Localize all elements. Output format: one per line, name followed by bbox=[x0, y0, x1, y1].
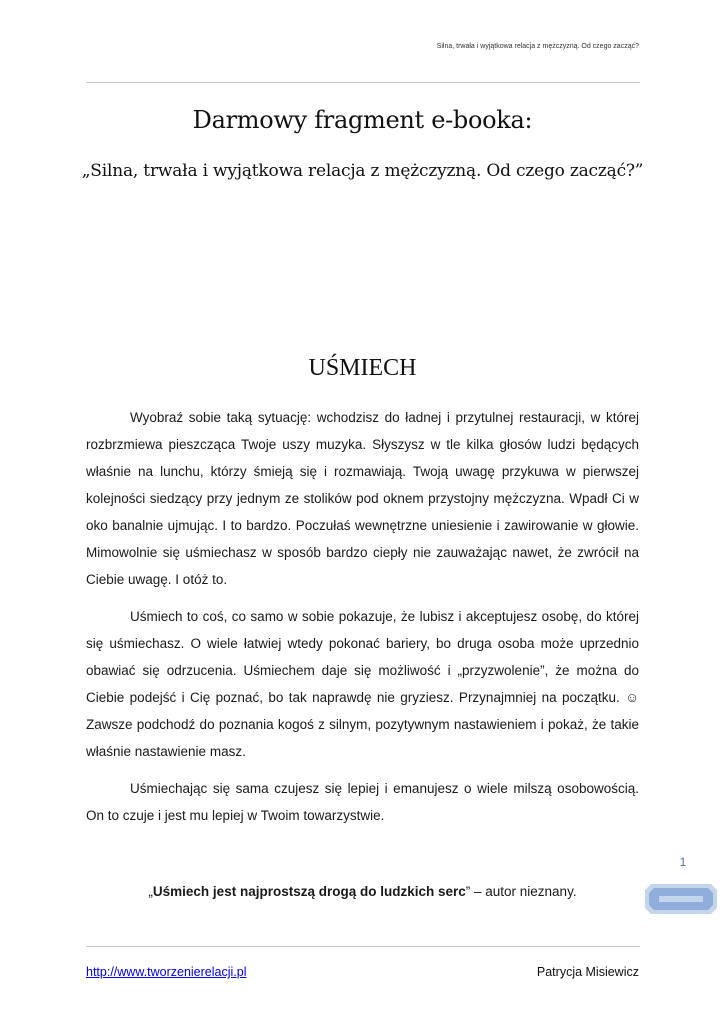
footer-author: Patrycja Misiewicz bbox=[536, 965, 639, 979]
quote-open-mark: „ bbox=[148, 884, 153, 899]
paragraph-2: Uśmiech to coś, co samo w sobie pokazuje, że lubisz i akceptujesz osobę, do której się uśmiechasz. O wiele łatwiej wtedy pokonać bariery, bo druga osoba może uprzednio obawiać się odrzucenia. Uśmiechem daje się możliwość i „przyzwolenie”, że można do Ciebie podejść i Cię poznać, bo tak naprawdę nie gryziesz. Przynajmniej na początku. ☺ Zawsze podchodź do poznania kogoś z silnym, pozytywnym nastawieniem i pokaż, że takie właśnie nastawienie masz. bbox=[86, 609, 639, 759]
header-divider bbox=[86, 82, 640, 83]
document-subtitle: „Silna, trwała i wyjątkowa relacja z mężczyzną. Od czego zacząć?” bbox=[81, 161, 644, 181]
quote-text: Uśmiech jest najprostszą drogą do ludzkich serc bbox=[152, 884, 466, 899]
running-header-title: Silna, trwała i wyjątkowa relacja z mężczyzną. Od czego zacząć? bbox=[436, 43, 639, 50]
page-number: 1 bbox=[679, 855, 687, 869]
quote-attribution: ” – autor nieznany. bbox=[465, 884, 577, 899]
section-heading: UŚMIECH bbox=[308, 355, 417, 381]
footer-divider bbox=[86, 946, 640, 947]
closing-quote bbox=[0, 884, 725, 899]
document-title: Darmowy fragment e-booka: bbox=[192, 106, 533, 134]
section-body bbox=[86, 404, 639, 839]
website-link[interactable]: http://www.tworzenierelacji.pl bbox=[86, 965, 247, 979]
paragraph-3: Uśmiechając się sama czujesz się lepiej i emanujesz o wiele milszą osobowością. On to czuje i jest mu lepiej w Twoim towarzystwie. bbox=[86, 781, 639, 823]
paragraph-1: Wyobraź sobie taką sytuację: wchodzisz do ładnej i przytulnej restauracji, w której rozbrzmiewa pieszcząca Twoje uszy muzyka. Słyszysz w tle kilka głosów ludzi będących właśnie na lunchu, którzy śmieją się i rozmawiają. Twoją uwagę przykuwa w pierwszej kolejności siedzący przy jednym ze stolików pod oknem przystojny mężczyzna. Wpadł Ci w oko banalnie ujmując. I to bardzo. Poczułaś wewnętrzne uniesienie i zawirowanie w głowie. Mimowolnie się uśmiechasz w sposób bardzo ciepły nie zauważając nawet, że zwrócił na Ciebie uwagę. I otóż to. bbox=[86, 410, 639, 587]
